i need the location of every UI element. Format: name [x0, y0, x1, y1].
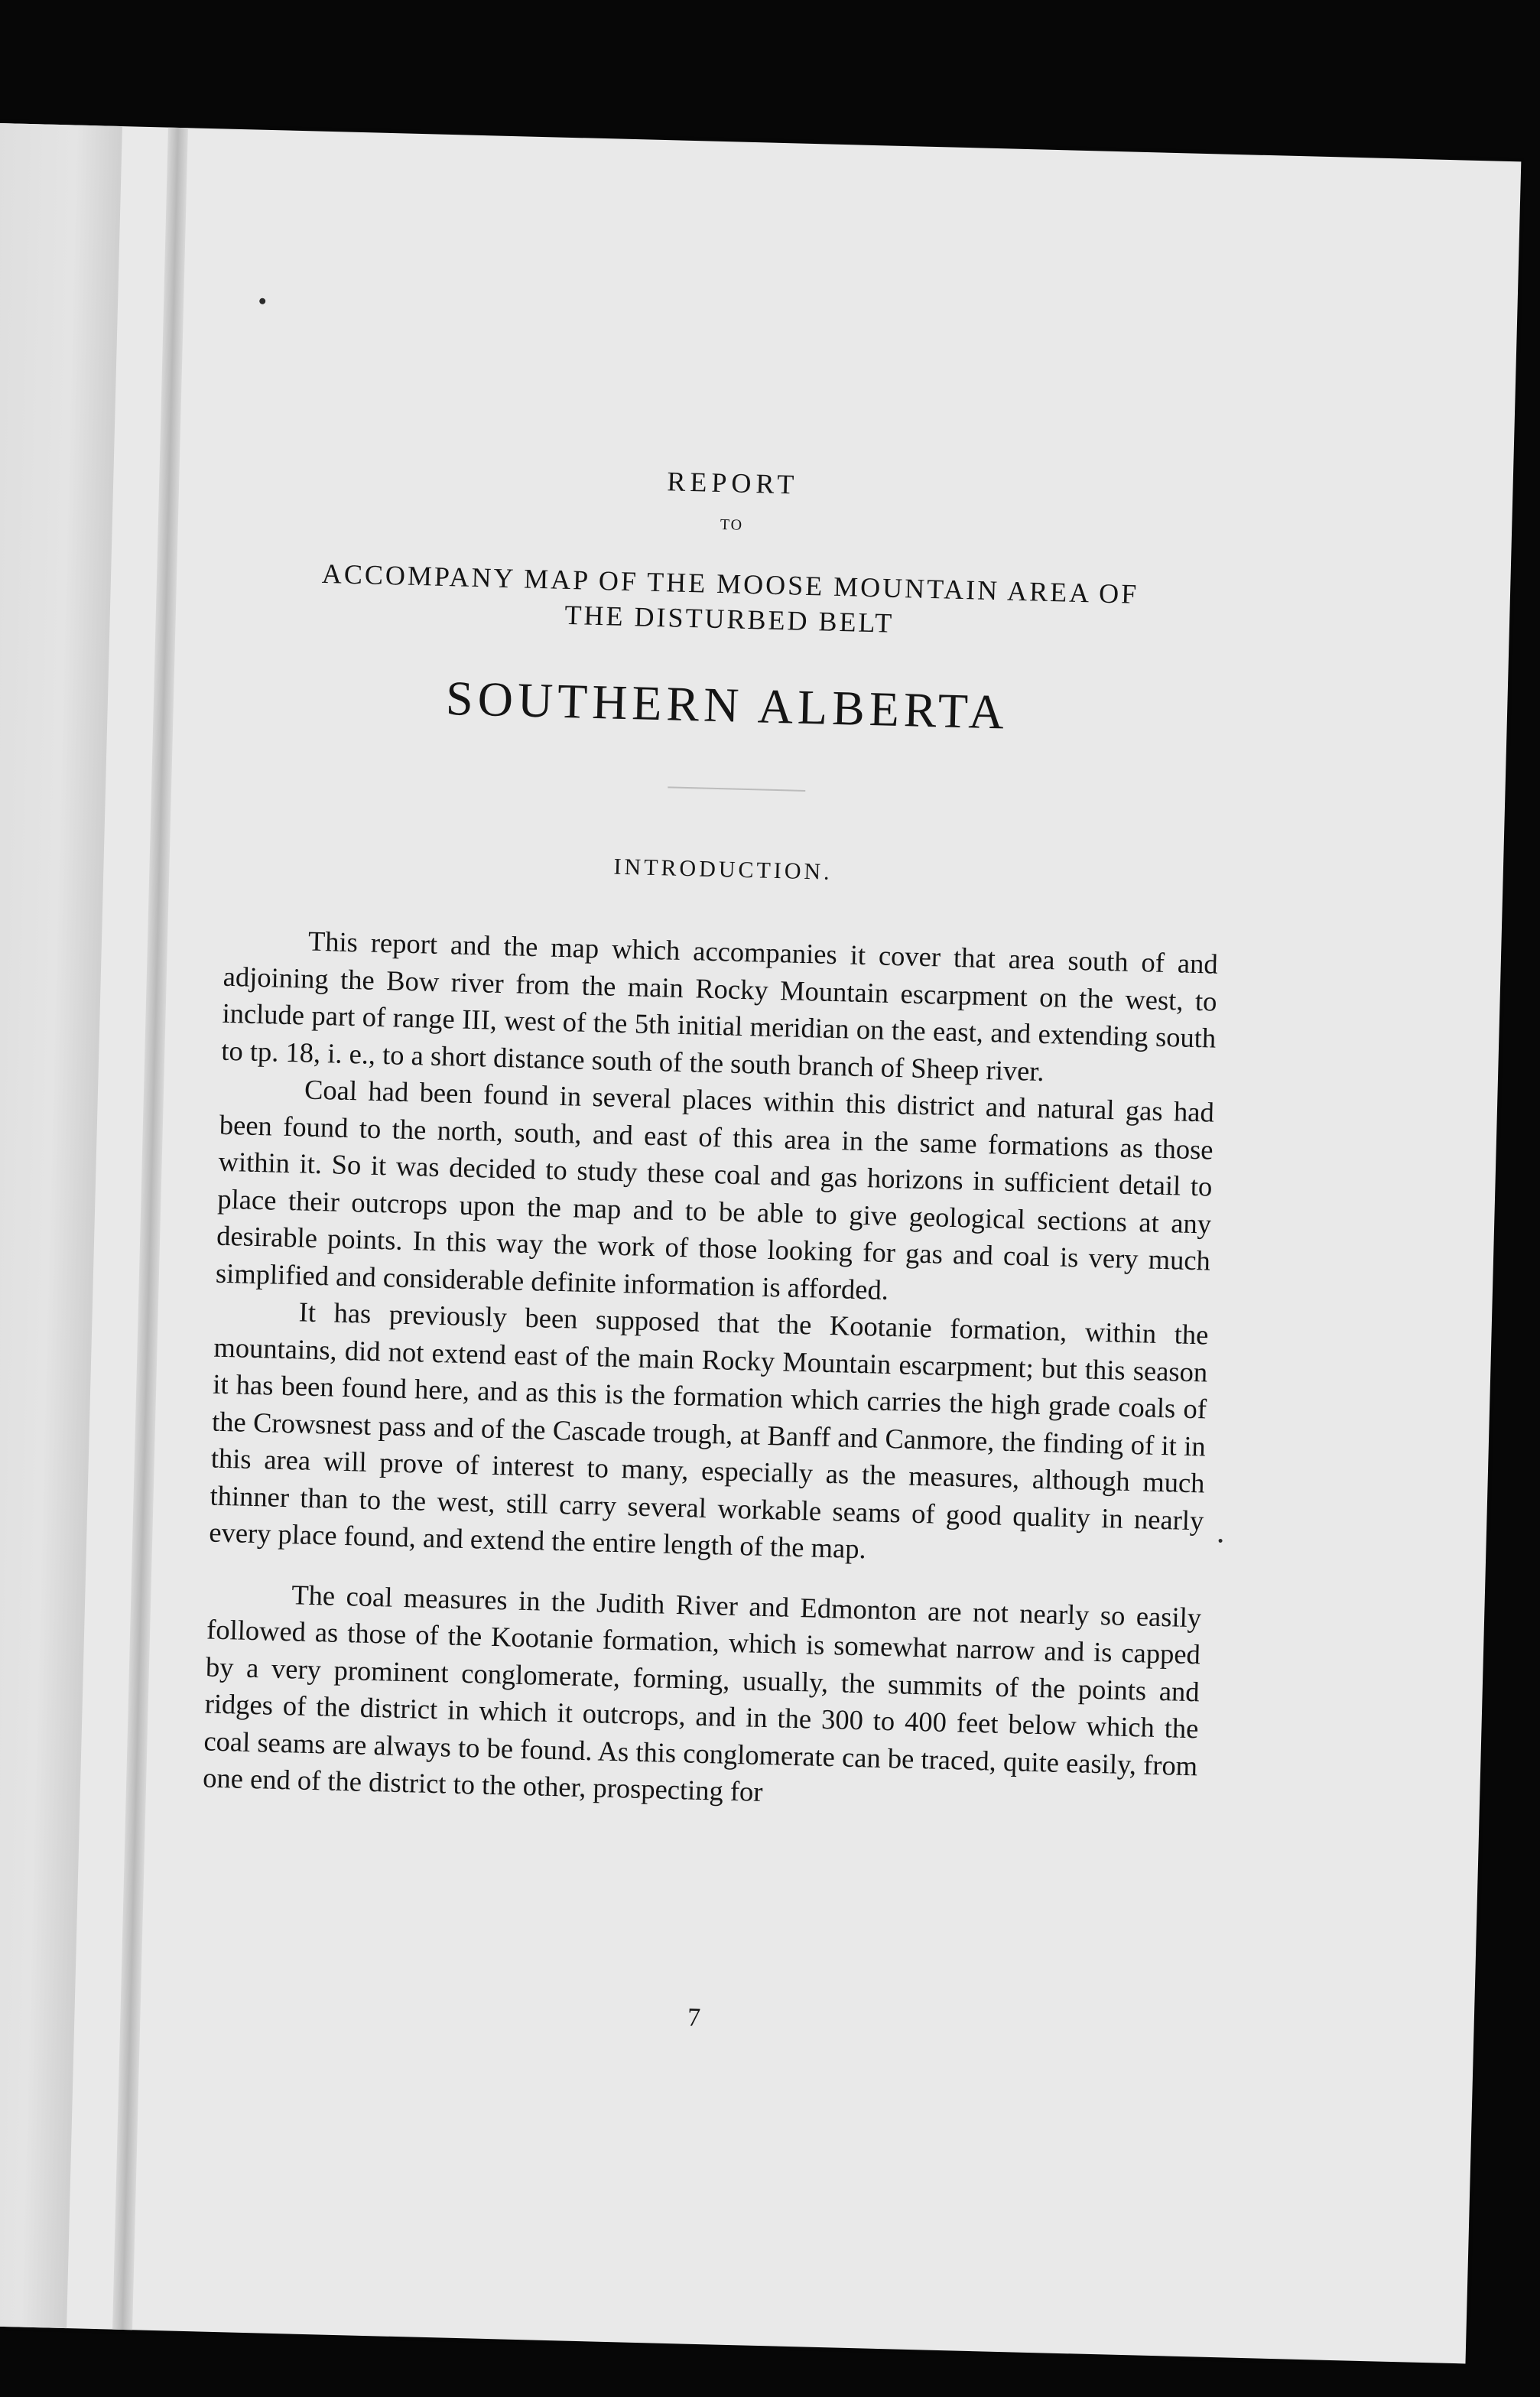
page-number: 7	[687, 2003, 701, 2032]
paragraph: Coal had been found in several places within this district and natural gas had been found to the north, south, and east of this area in the same formations as those within it. So it was decided to study these coal and gas horizons in sufficient detail to place their outcrops upon the map and to be able to give geological sections at any desirable points. In this way the work of those looking for gas and coal is very much simplified and considerable definite information is afforded.	[215, 1073, 1215, 1306]
to-label: TO	[720, 516, 744, 534]
subtitle-line-2: THE DISTURBED BELT	[564, 599, 895, 639]
facing-page-edge	[0, 122, 122, 2328]
report-label: REPORT	[666, 466, 799, 500]
paragraph: It has previously been supposed that the Kootanie formation, within the mountains, did not extend east of the main Rocky Mountain escarpment; but this season it has been found here, and as this is the formation which carries the high grade coals of the Crowsnest pass and of the Cascade trough, at Banff and Canmore, the finding of it in this area will prove of interest to many, especially as the measures, although much thinner than to the west, still carry several workable seams of good quality in nearly every place found, and extend the entire length of the map.	[208, 1296, 1209, 1565]
main-title: SOUTHERN ALBERTA	[445, 671, 1009, 740]
page-content	[202, 129, 1239, 2032]
page-gutter-shadow	[112, 128, 188, 2330]
ink-speck	[1219, 1539, 1223, 1543]
ink-speck	[259, 298, 265, 304]
scanned-page	[0, 122, 1521, 2363]
subtitle	[232, 554, 1228, 649]
title-divider	[668, 786, 805, 792]
section-heading: INTRODUCTION.	[613, 854, 833, 885]
paragraph: The coal measures in the Judith River and Edmonton are not nearly so easily followed as those of the Kootanie formation, which is somewhat narrow and is capped by a very prominent conglomerate, forming, usually, the summits of the points and ridges of the district in which it outcrops, and in the 300 to 400 feet below which the coal seams are always to be found. As this conglomerate can be traced, quite easily, from one end of the district to the other, prospecting for	[202, 1578, 1202, 1807]
body-text	[203, 921, 1219, 1822]
paragraph: This report and the map which accompanies it cover that area south of and adjoining the Bow river from the main Rocky Mountain escarpment on the west, to include part of range III, west of the 5th initial meridian on the east, and extending south to tp. 18, i. e., to a short distance south of the south branch of Sheep river.	[220, 925, 1219, 1087]
subtitle-line-1: ACCOMPANY MAP OF THE MOOSE MOUNTAIN AREA OF	[321, 558, 1139, 610]
